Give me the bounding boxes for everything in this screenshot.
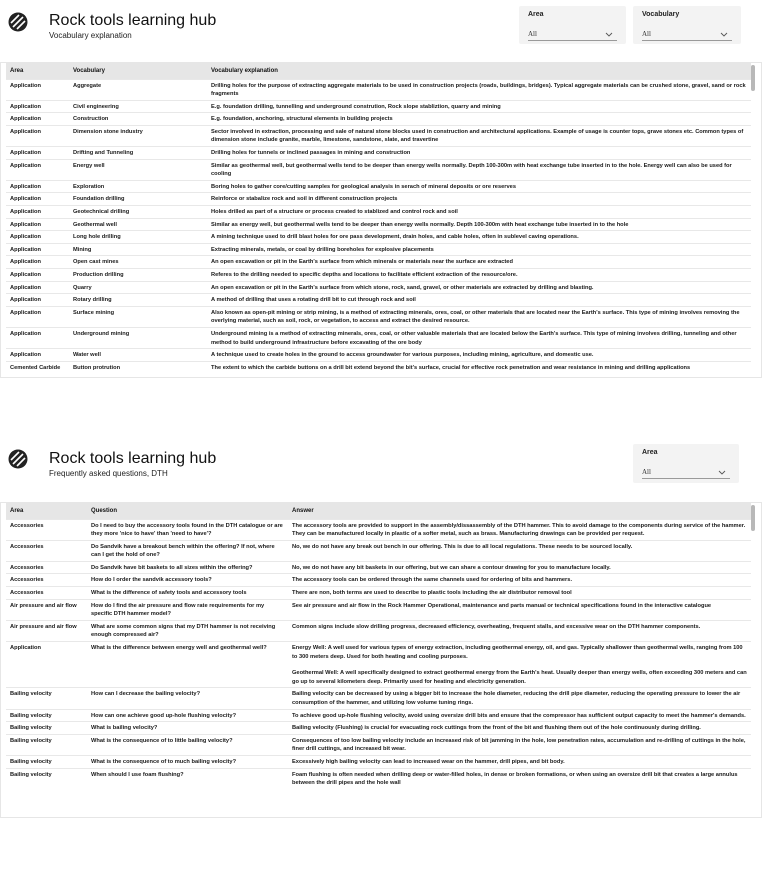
cell-area: Application [6, 243, 69, 256]
cell-answer [288, 755, 751, 768]
cell-answer [288, 642, 751, 688]
cell-area: Bailing velocity [6, 709, 87, 722]
vocabulary-table[interactable] [0, 62, 762, 378]
page-subtitle: Vocabulary explanation [49, 31, 132, 40]
table-row[interactable] [6, 709, 751, 722]
cell-area: Application [6, 218, 69, 231]
cell-vocabulary: Underground mining [69, 327, 207, 348]
cell-explanation: A technique used to create holes in the ground to access groundwater for various purposes, including mining, agriculture, and domestic use. [207, 349, 751, 362]
answer-paragraph: Common signs include slow drilling progress, decreased efficiency, overheating, frequent stalls, and excessive wear on the DTH hammer components. [292, 623, 701, 630]
table-row[interactable] [6, 561, 751, 574]
cell-vocabulary: Water well [69, 349, 207, 362]
slicer-label: Vocabulary [642, 11, 680, 18]
cell-area: Application [6, 306, 69, 327]
table-row[interactable] [6, 100, 751, 113]
cell-area: Accessories [6, 519, 87, 540]
table-row[interactable] [6, 113, 751, 126]
table-row[interactable] [6, 642, 751, 688]
cell-vocabulary: Production drilling [69, 269, 207, 282]
answer-paragraph: Bailing velocity can be decreased by using a bigger bit to increase the hole diameter, reducing the drill pipe diameter, reducing the operating pressure to lower the air consumption of the hammer, and utilizing low volume tuning rings. [292, 691, 741, 706]
cell-area: Accessories [6, 561, 87, 574]
cell-question: What is the difference between energy well and geothermal well? [87, 642, 288, 688]
cell-question: Do Sandvik have bit baskets to all sizes within the offering? [87, 561, 288, 574]
table-row[interactable] [6, 125, 751, 146]
cell-vocabulary: Rotary drilling [69, 294, 207, 307]
cell-area: Application [6, 125, 69, 146]
answer-paragraph: See air pressure and air flow in the Rock Hammer Operational, maintenance and parts manual or technical specifications found in the interactive catalogue [292, 602, 712, 609]
cell-answer [288, 688, 751, 709]
table-row[interactable] [6, 540, 751, 561]
table-row[interactable] [6, 79, 751, 100]
cell-question: Do Sandvik have a breakout bench within the offering? If not, where can I get the hold of one? [87, 540, 288, 561]
table-scrollbar[interactable] [751, 505, 755, 531]
cell-question: Do I need to buy the accessory tools found in the DTH catalogue or are they more 'nice to have' than 'need to have'? [87, 519, 288, 540]
cell-explanation: Also known as open-pit mining or strip mining, is a method of extracting minerals, ores, coal, or other materials that are located near the Earth's surface. This type of mining involves removing the overlying material, such as soil, rock, or vegetation, to access and extract the desired resource. [207, 306, 751, 327]
cell-area: Bailing velocity [6, 722, 87, 735]
table-row[interactable] [6, 281, 751, 294]
faq-panel [0, 440, 768, 820]
cell-answer [288, 620, 751, 641]
cell-question: How do I find the air pressure and flow rate requirements for my specific DTH hammer model? [87, 599, 288, 620]
vocabulary-slicer [633, 6, 741, 44]
area-slicer [519, 6, 626, 44]
cell-answer [288, 722, 751, 735]
cell-explanation: Boring holes to gather core/cutting samples for geological analysis in serach of mineral deposits or ore reserves [207, 180, 751, 193]
cell-area: Accessories [6, 540, 87, 561]
cell-question: What is bailing velocity? [87, 722, 288, 735]
answer-paragraph: The accessory tools can be ordered through the same channels used for ordering of bits and hammers. [292, 577, 573, 584]
table-row[interactable] [6, 519, 751, 540]
cell-vocabulary: Exploration [69, 180, 207, 193]
cell-vocabulary: Aggregate [69, 79, 207, 100]
table-row[interactable] [6, 755, 751, 768]
answer-paragraph: To achieve good up-hole flushing velocity, avoid using oversize drill bits and ensure that the compressor has sufficient output capacity to meet the hammer's demands. [292, 712, 746, 719]
chevron-down-icon [719, 29, 729, 39]
sandvik-logo-icon [8, 12, 28, 32]
table-row[interactable] [6, 349, 751, 362]
page-subtitle: Frequently asked questions, DTH [49, 469, 168, 478]
table-row[interactable] [6, 768, 751, 789]
table-header-row [6, 63, 751, 79]
table-row[interactable] [6, 256, 751, 269]
page-title: Rock tools learning hub [49, 12, 217, 29]
cell-explanation: Drilling holes for the purpose of extracting aggregate materials to be used in construction projects (roads, buildings, bridges). Typical aggregate materials can be crushed stone, gravel, sand or rock fragments [207, 79, 751, 100]
cell-area: Bailing velocity [6, 734, 87, 755]
answer-paragraph: There are non, both terms are used to describe to plastic tools including the air distributor removal tool [292, 590, 572, 597]
cell-explanation: E.g. foundation drilling, tunnelling and underground constrution, Rock slope stabliztion, quarry and mining [207, 100, 751, 113]
column-header-vocabulary[interactable]: Vocabulary [69, 63, 207, 79]
table-row[interactable] [6, 599, 751, 620]
table-row[interactable] [6, 587, 751, 600]
chevron-down-icon [717, 467, 727, 477]
dropdown-value: All [642, 30, 651, 38]
cell-vocabulary: Button protrution [69, 361, 207, 373]
table-row[interactable] [6, 688, 751, 709]
table-row[interactable] [6, 180, 751, 193]
table-row[interactable] [6, 159, 751, 180]
vocabulary-dropdown[interactable] [642, 29, 732, 41]
cell-vocabulary: Surface mining [69, 306, 207, 327]
table-row[interactable] [6, 574, 751, 587]
cell-question: What is the consequence of to little bailing velocity? [87, 734, 288, 755]
table-row[interactable] [6, 294, 751, 307]
cell-area: Bailing velocity [6, 768, 87, 789]
slicer-label: Area [642, 449, 658, 456]
cell-vocabulary: Construction [69, 113, 207, 126]
slicer-label: Area [528, 11, 544, 18]
table-row[interactable] [6, 734, 751, 755]
cell-question: What are some common signs that my DTH hammer is not receiving enough compressed air? [87, 620, 288, 641]
cell-area: Application [6, 294, 69, 307]
cell-answer [288, 709, 751, 722]
cell-explanation: A mining technique used to drill blast holes for ore pass development, drain holes, and cable holes, often in sublevel caving operations. [207, 231, 751, 244]
cell-vocabulary: Open cast mines [69, 256, 207, 269]
answer-paragraph: Excessively high bailing velocity can lead to increased wear on the hammer, drill pipes, and bit body. [292, 758, 565, 765]
cell-answer [288, 599, 751, 620]
cell-area: Application [6, 327, 69, 348]
cell-vocabulary: Drifting and Tunneling [69, 147, 207, 160]
cell-area: Application [6, 642, 87, 688]
cell-explanation: Holes drilled as part of a structure or process created to stablized and control rock and soil [207, 206, 751, 219]
cell-vocabulary: Long hole drilling [69, 231, 207, 244]
cell-area: Application [6, 281, 69, 294]
table-row[interactable] [6, 243, 751, 256]
cell-area: Bailing velocity [6, 688, 87, 709]
cell-question: What is the consequence of to much bailing velocity? [87, 755, 288, 768]
answer-paragraph: Geothermal Well: A well specifically designed to extract geothermal energy from the Earth's heat. Usually deeper than energy wells, often exceeding 300 meters and can go up to several kilometers deep. Primarily used for heating and electricity generation. [292, 670, 747, 685]
cell-question: How can I decrease the bailing velocity? [87, 688, 288, 709]
cell-area: Air pressure and air flow [6, 620, 87, 641]
chevron-down-icon [604, 29, 614, 39]
cell-explanation: Reinforce or stabalize rock and soil in different construction projects [207, 193, 751, 206]
table-scrollbar[interactable] [751, 65, 755, 91]
cell-area: Accessories [6, 574, 87, 587]
cell-vocabulary: Mining [69, 243, 207, 256]
cell-explanation: E.g. foundation, anchoring, structural elements in building projects [207, 113, 751, 126]
table-row[interactable] [6, 361, 751, 373]
cell-explanation: An open excavation or pit in the Earth's surface from which minerals or materials near the surface are extracted [207, 256, 751, 269]
cell-area: Application [6, 269, 69, 282]
cell-explanation: Underground mining is a method of extracting minerals, ores, coal, or other valuable materials that are located below the Earth's surface. This type of mining involves drilling, tunneling and other method to build underground infrastructure before excavating of the ore body [207, 327, 751, 348]
cell-explanation: Similar as geothermal well, but geothermal wells tend to be deeper than energy wells normally. Depth 100-300m with heat exchange tube inserted in to the hole. Energy well can also be used for cooling [207, 159, 751, 180]
cell-area: Application [6, 159, 69, 180]
cell-explanation: Referes to the drilling needed to specific depths and locations to facilitate efficient extraction of the resource/ore. [207, 269, 751, 282]
answer-paragraph: No, we do not have any bit baskets in our offering, but we can share a contour drawing for you to manufacture locally. [292, 564, 611, 571]
cell-question: How do I order the sandvik accessory tools? [87, 574, 288, 587]
table-row[interactable] [6, 722, 751, 735]
cell-vocabulary: Geotechnical drilling [69, 206, 207, 219]
table-row[interactable] [6, 327, 751, 348]
column-header-area[interactable]: Area [6, 503, 87, 519]
area-slicer [633, 444, 739, 483]
sandvik-logo-icon [8, 449, 28, 469]
cell-area: Application [6, 206, 69, 219]
dropdown-value: All [642, 468, 651, 476]
area-dropdown[interactable] [642, 467, 730, 479]
cell-area: Application [6, 113, 69, 126]
column-header-explanation[interactable]: Vocabulary explanation [207, 63, 751, 79]
cell-answer [288, 519, 751, 540]
cell-area: Application [6, 256, 69, 269]
cell-answer [288, 734, 751, 755]
page-title: Rock tools learning hub [49, 450, 217, 467]
vocabulary-panel [0, 0, 768, 382]
column-header-answer[interactable]: Answer [288, 503, 751, 519]
cell-area: Application [6, 147, 69, 160]
cell-vocabulary: Energy well [69, 159, 207, 180]
area-dropdown[interactable] [528, 29, 617, 41]
table-header-row [6, 503, 751, 519]
cell-area: Application [6, 193, 69, 206]
table-row[interactable] [6, 147, 751, 160]
cell-question: How can one achieve good up-hole flushing velocity? [87, 709, 288, 722]
cell-question: When should I use foam flushing? [87, 768, 288, 789]
cell-answer [288, 561, 751, 574]
table-row[interactable] [6, 218, 751, 231]
column-header-area[interactable]: Area [6, 63, 69, 79]
answer-paragraph: Foam flushing is often needed when drilling deep or water-filled holes, in dense or broken formations, or when using an oversize drill bit that creates a large annulus between the drill pipes and the hole wall [292, 771, 738, 787]
answer-paragraph: Consequences of too low bailing velocity include an increased risk of bit jamming in the hole, low penetration rates, accumulation and re-drilling of cuttings in the hole, finer drill cuttings, and increased bit wear. [292, 737, 746, 753]
answer-paragraph: Bailing velocity (Flushing) is crucial for evacuating rock cuttings from the front of the bit and flushing them out of the hole continuously during drilling. [292, 725, 701, 732]
cell-area: Application [6, 100, 69, 113]
cell-vocabulary: Civil engineering [69, 100, 207, 113]
table-row[interactable] [6, 206, 751, 219]
cell-area: Application [6, 79, 69, 100]
dropdown-value: All [528, 30, 537, 38]
table-row[interactable] [6, 620, 751, 641]
cell-explanation: An open excavation or pit in the Earth's surface from which stone, rock, sand, gravel, or other materials are extracted by drilling and blasting. [207, 281, 751, 294]
cell-area: Bailing velocity [6, 755, 87, 768]
cell-area: Application [6, 231, 69, 244]
cell-explanation: Extracting minerals, metals, or coal by drilling boreholes for explosive placements [207, 243, 751, 256]
cell-explanation: Drilling holes for tunnels or inclined passages in mining and construction [207, 147, 751, 160]
cell-explanation: Similar as energy well, but geothermal wells tend to be deeper than energy wells normally. Depth 100-300m with heat exchange tube inserted in to the hole [207, 218, 751, 231]
cell-vocabulary: Foundation drilling [69, 193, 207, 206]
table-row[interactable] [6, 269, 751, 282]
table-row[interactable] [6, 231, 751, 244]
table-row[interactable] [6, 193, 751, 206]
table-row[interactable] [6, 306, 751, 327]
answer-paragraph: No, we do not have any break out bench in our offering. This is due to all local regulations. These needs to be sourced locally. [292, 543, 633, 550]
cell-explanation: Sector involved in extraction, processing and sale of natural stone blocks used in construction and architectural applications. Example of usage is counter tops, grave stones etc. Common types of dimension stone include granite, marble, limestone, sandstone, slate, and travertine [207, 125, 751, 146]
cell-area: Cemented Carbide [6, 361, 69, 373]
cell-answer [288, 540, 751, 561]
cell-area: Application [6, 349, 69, 362]
cell-answer [288, 587, 751, 600]
cell-area: Accessories [6, 587, 87, 600]
paragraph-gap [292, 661, 747, 669]
cell-vocabulary: Geothermal well [69, 218, 207, 231]
cell-vocabulary: Quarry [69, 281, 207, 294]
cell-vocabulary: Dimension stone industry [69, 125, 207, 146]
cell-answer [288, 574, 751, 587]
cell-explanation: A method of drilling that uses a rotating drill bit to cut through rock and soil [207, 294, 751, 307]
column-header-question[interactable]: Question [87, 503, 288, 519]
answer-paragraph: Energy Well: A well used for various types of energy extraction, including geothermal energy, oil, and gas. Typically shallower than geothermal wells, ranging from 100 to 300 meters deep. Used for both heating and cooling purposes. [292, 645, 743, 660]
cell-area: Air pressure and air flow [6, 599, 87, 620]
cell-explanation: The extent to which the carbide buttons on a drill bit extend beyond the bit's surface, crucial for effective rock penetration and wear resistance in mining and drilling applications [207, 361, 751, 373]
cell-area: Application [6, 180, 69, 193]
answer-paragraph: The accessory tools are provided to support in the assembly/dissassembly of the DTH hammer. This to avoid damage to the components during service of the hammer. They can be manufactured locally in plastic of a softer metal, such as brass. Manufacturing drawings can be provided per request. [292, 522, 746, 538]
cell-answer [288, 768, 751, 789]
cell-question: What is the difference of safety tools and accessory tools [87, 587, 288, 600]
faq-table[interactable] [0, 502, 762, 818]
